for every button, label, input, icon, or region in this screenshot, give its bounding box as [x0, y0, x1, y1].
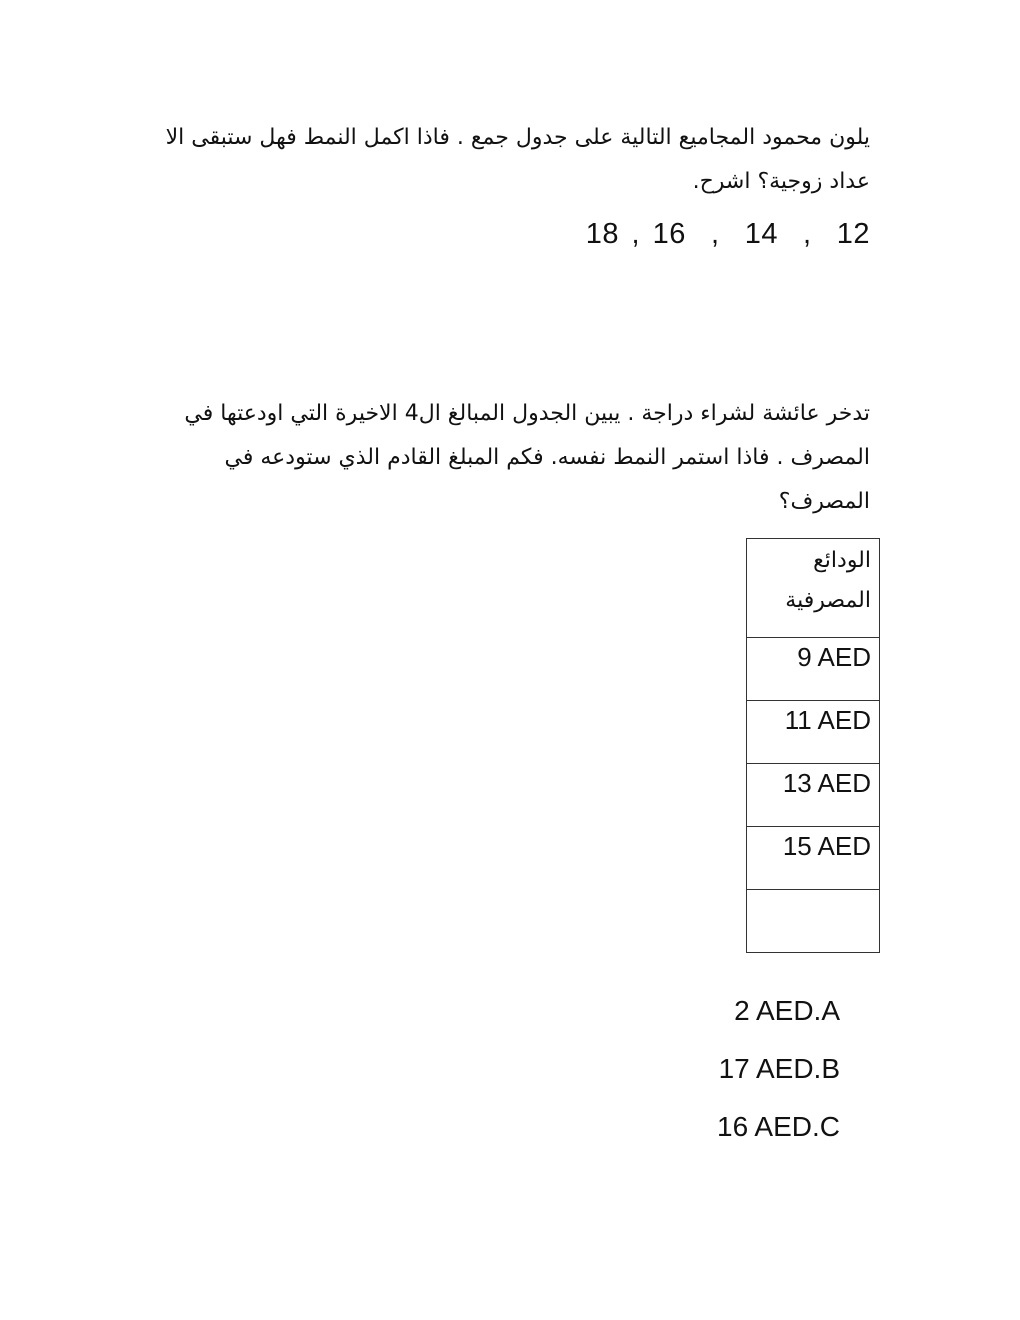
question-2-text [140, 392, 870, 524]
choice-a: 2 AED.A [734, 995, 840, 1026]
table-row [747, 827, 880, 890]
question-2-line-1: تدخر عائشة لشراء دراجة . يبين الجدول المبالغ ال4 الاخيرة التي اودعتها في [184, 401, 870, 426]
question-1-line-2: عداد زوجية؟ اشرح. [692, 169, 870, 194]
table-cell: 13 AED [747, 764, 880, 827]
question-1-text [140, 116, 870, 204]
table-header-line-1: الودائع [813, 548, 871, 573]
table-header-cell [747, 539, 880, 638]
table-cell: 9 AED [747, 638, 880, 701]
question-2-line-2: المصرف . فاذا استمر النمط نفسه. فكم المبلغ القادم الذي ستودعه في [224, 445, 870, 470]
table-cell: 15 AED [747, 827, 880, 890]
table-row [747, 638, 880, 701]
table-cell-empty [747, 890, 880, 953]
choice-b: 17 AED.B [718, 1053, 840, 1084]
number-sequence: 18 , 16 , 14 , 12 [585, 218, 870, 250]
question-1-line-1: يلون محمود المجاميع التالية على جدول جمع . فاذا اكمل النمط فهل ستبقى الا [165, 125, 870, 150]
table-row-empty [747, 890, 880, 953]
deposits-table [746, 538, 880, 953]
table-header-line-2: المصرفية [785, 588, 871, 613]
table-row [747, 764, 880, 827]
table-cell: 11 AED [747, 701, 880, 764]
table-header-row [747, 539, 880, 638]
question-2-line-3: المصرف؟ [778, 489, 870, 514]
choice-c: 16 AED.C [717, 1111, 840, 1142]
table-row [747, 701, 880, 764]
